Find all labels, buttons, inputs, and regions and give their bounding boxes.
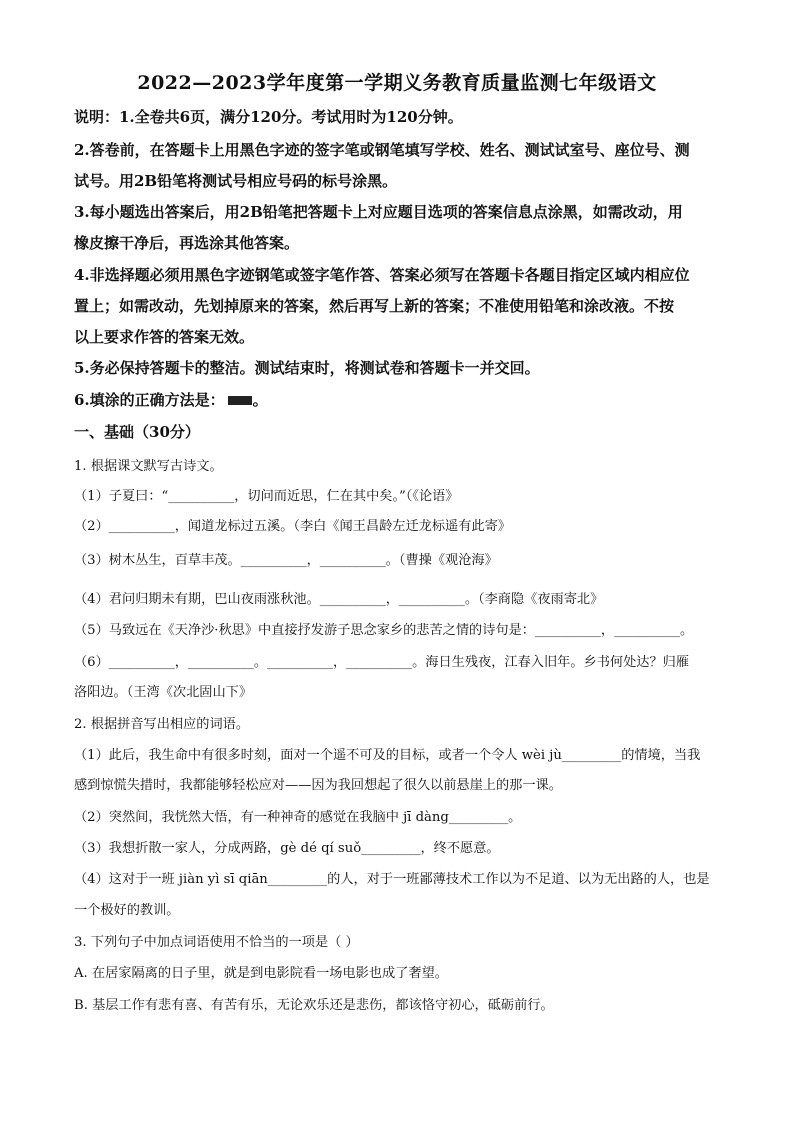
instruction-line: 置上；如需改动，先划掉原来的答案，然后再写上新的答案；不准使用铅笔和涂改液。不按: [74, 297, 675, 315]
instruction-line: 2.答卷前，在答题卡上用黑色字迹的签字笔或钢笔填写学校、姓名、测试试室号、座位号、测: [74, 141, 690, 159]
instruction-line: 3.每小题选出答案后，用2B铅笔把答题卡上对应题目选项的答案信息点涂黑，如需改动，用: [74, 203, 683, 221]
question-stem: 3. 下列句子中加点词语使用不恰当的一项是（ ）: [74, 935, 359, 950]
answer-option: A. 在居家隔离的日子里，就是到电影院看一场电影也成了奢望。: [74, 966, 448, 981]
fill-method-text: 6.填涂的正确方法是：: [74, 391, 225, 409]
question-item: 洛阳边。（王湾《次北固山下》: [74, 685, 253, 700]
question-item: （3）树木丛生，百草丰茂。__________，__________。（曹操《观沧海》: [74, 553, 498, 568]
answer-option: B. 基层工作有悲有喜、有苦有乐，无论欢乐还是悲伤，都该恪守初心，砥砺前行。: [74, 998, 554, 1013]
question-item: （1）子夏曰：“__________，切问而近思，仁在其中矣。”（《论语》: [74, 489, 459, 504]
question-stem: 2. 根据拼音写出相应的词语。: [74, 717, 250, 732]
question-item: 感到惊慌失措时，我都能够轻松应对——因为我回想起了很久以前悬崖上的那一课。: [74, 778, 562, 793]
question-item: （3）我想折散一家人，分成两路，gè dé qí suǒ_________，终不愿意。: [74, 841, 500, 856]
section-heading: 一、基础（30分）: [74, 423, 200, 441]
instruction-line: 说明：1.全卷共6页，满分120分。考试用时为120分钟。: [74, 108, 463, 126]
filled-box-icon: [228, 396, 252, 405]
instruction-line: 以上要求作答的答案无效。: [74, 328, 255, 346]
question-item: （4）这对于一班 jiàn yì sī qiān_________的人，对于一班鄙薄技术工作以为不足道、以为无出路的人，也是: [74, 872, 710, 887]
question-stem: 1. 根据课文默写古诗文。: [74, 459, 223, 474]
instruction-line: 试号。用2B铅笔将测试号相应号码的标号涂黑。: [74, 172, 398, 190]
page-title: 2022—2023学年度第一学期义务教育质量监测七年级语文: [137, 72, 657, 94]
instruction-line: 5.务必保持答题卡的整洁。测试结束时，将测试卷和答题卡一并交回。: [74, 359, 540, 377]
question-item: （6）__________，__________。__________，__________。海日生残夜，江春入旧年。乡书何处达？归雁: [74, 655, 690, 670]
instruction-line: 橡皮擦干净后，再选涂其他答案。: [74, 234, 300, 252]
question-item: （5）马致远在《天净沙·秋思》中直接抒发游子思念家乡的悲苦之情的诗句是：__________，__________。: [74, 623, 694, 638]
fill-method-end: 。: [252, 391, 268, 409]
question-item: （4）君问归期未有期，巴山夜雨涨秋池。__________，__________。（李商隐《夜雨寄北》: [74, 592, 604, 607]
fill-method-line: [74, 389, 268, 410]
question-item: （2）突然间，我恍然大悟，有一种神奇的感觉在我脑中 jī dàng_________。: [74, 810, 522, 825]
question-item: 一个极好的教训。: [74, 903, 180, 918]
question-item: （1）此后，我生命中有很多时刻，面对一个遥不可及的目标，或者一个令人 wèi jù_________的情境，当我: [74, 748, 701, 763]
question-item: （2）__________，闻道龙标过五溪。（李白《闻王昌龄左迁龙标遥有此寄》: [74, 519, 511, 534]
instruction-line: 4.非选择题必须用黑色字迹钢笔或签字笔作答、答案必须写在答题卡各题目指定区域内相应位: [74, 266, 690, 284]
